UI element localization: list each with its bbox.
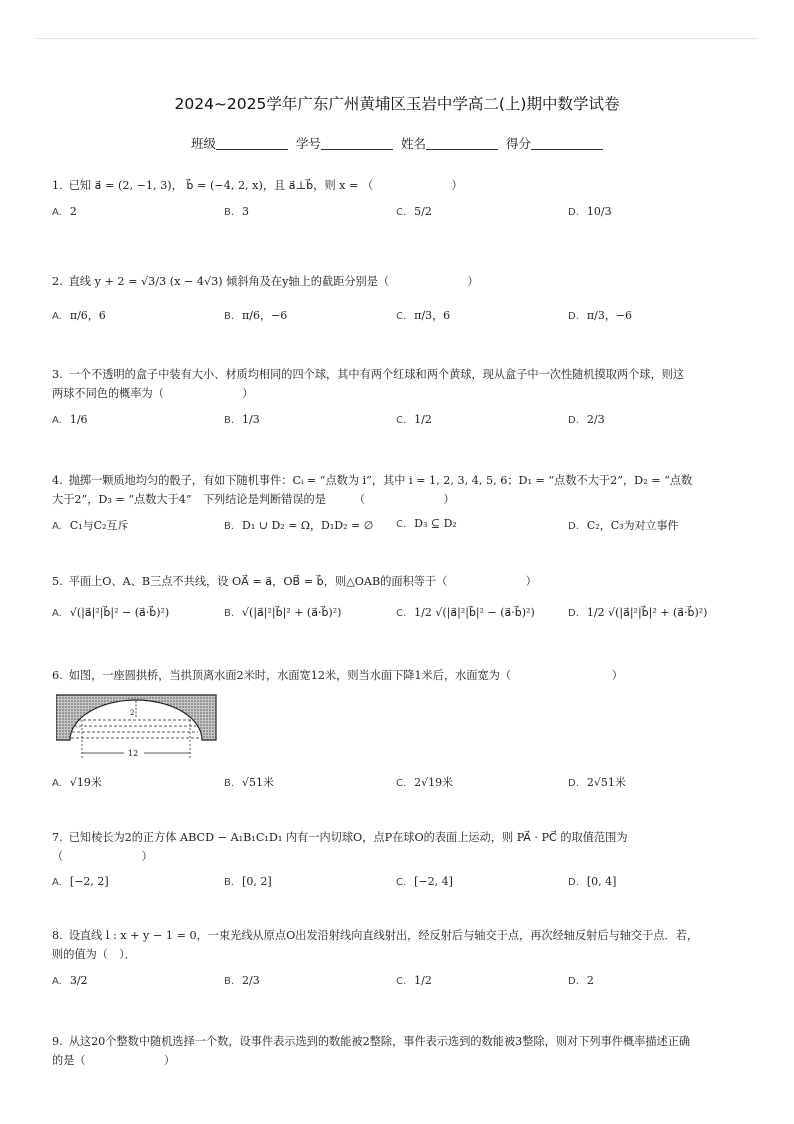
q3-option-d[interactable]: D. 2/3	[568, 413, 605, 426]
question-4-line1: 抛掷一颗质地均匀的骰子，有如下随机事件：Cᵢ = “点数为 i”，其中 i = 1, 2, 3, 4, 5, 6；D₁ = “点数不大于2”，D₂ = “点数	[68, 474, 693, 487]
q6-option-c[interactable]: C. 2√19米	[396, 776, 454, 789]
question-1-text: 已知 a⃗ = (2, −1, 3)， b⃗ = (−4, 2, x)，且 a⃗⊥b⃗，则 x = （ ）	[68, 179, 463, 192]
q5-option-c[interactable]: C. 1/2 √(|a⃗|²|b⃗|² − (a⃗·b⃗)²)	[396, 606, 535, 619]
q3-option-b[interactable]: B. 1/3	[224, 413, 260, 426]
name-label: 姓名	[400, 136, 426, 151]
q8-option-b[interactable]: B. 2/3	[224, 974, 260, 987]
name-blank[interactable]	[426, 149, 498, 150]
q7-option-d[interactable]: D. [0, 4]	[568, 875, 617, 888]
question-1: 1. 已知 a⃗ = (2, −1, 3)， b⃗ = (−4, 2, x)，且 a⃗⊥b⃗，则 x = （ ）	[52, 179, 463, 192]
question-4-line2: 大于2”，D₃ = “点数大于4” 下列结论是判断错误的是 （ ）	[52, 493, 455, 506]
class-label: 班级	[190, 136, 216, 151]
arch-bridge-figure	[56, 694, 218, 766]
q8-option-d[interactable]: D. 2	[568, 974, 594, 987]
q2-option-a[interactable]: A. π/6，6	[52, 309, 106, 322]
header-divider	[36, 38, 758, 39]
q1-option-d[interactable]: D. 10/3	[568, 205, 612, 218]
class-blank[interactable]	[216, 149, 288, 150]
q6-option-d[interactable]: D. 2√51米	[568, 776, 626, 789]
q7-option-c[interactable]: C. [−2, 4]	[396, 875, 453, 888]
question-3: 3. 一个不透明的盒子中装有大小、材质均相同的四个球，其中有两个红球和两个黄球，现从盒子中一次性随机摸取两个球，则这 两球不同色的概率为（ ）	[52, 365, 747, 403]
q1-option-c[interactable]: C. 5/2	[396, 205, 432, 218]
height-label: 2	[130, 709, 135, 717]
q7-option-b[interactable]: B. [0, 2]	[224, 875, 272, 888]
question-7-line1: 已知棱长为2的正方体 ABCD − A₁B₁C₁D₁ 内有一内切球O，点P在球O的表面上运动，则 PA⃗ · PC⃗ 的取值范围为	[68, 831, 628, 844]
q5-option-b[interactable]: B. √(|a⃗|²|b⃗|² + (a⃗·b⃗)²)	[224, 606, 342, 619]
q6-option-b[interactable]: B. √51米	[224, 776, 275, 789]
question-8: 8. 设直线 l : x + y − 1 = 0，一束光线从原点O出发沿射线向直线射出，经反射后与轴交于点，再次经轴反射后与轴交于点．若， 则的值为（ ）．	[52, 926, 747, 964]
score-blank[interactable]	[531, 149, 603, 150]
id-blank[interactable]	[321, 149, 393, 150]
question-9: 9. 从这20个整数中随机选择一个数，设事件表示选到的数能被2整除，事件表示选到的数能被3整除，则对下列事件概率描述正确 的是（ ）	[52, 1032, 747, 1070]
q2-option-d[interactable]: D. π/3，−6	[568, 309, 633, 322]
q8-option-c[interactable]: C. 1/2	[396, 974, 432, 987]
question-4: 4. 抛掷一颗质地均匀的骰子，有如下随机事件：Cᵢ = “点数为 i”，其中 i = 1, 2, 3, 4, 5, 6；D₁ = “点数不大于2”，D₂ = “点数 大于2”，D₃ = “点数大于4” 下列结论是判断错误的是 （ ）	[52, 471, 747, 509]
student-info-line	[0, 134, 794, 152]
question-5-text: 平面上O、A、B三点不共线，设 OA⃗ = a⃗，OB⃗ = b⃗，则△OAB的面积等于（ ）	[68, 575, 537, 588]
q1-option-a[interactable]: A. 2	[52, 205, 77, 218]
q8-option-a[interactable]: A. 3/2	[52, 974, 88, 987]
question-6: 6. 如图，一座圆拱桥，当拱顶离水面2米时，水面宽12米，则当水面下降1米后，水面宽为（ ）	[52, 669, 623, 682]
question-8-line1: 设直线 l : x + y − 1 = 0，一束光线从原点O出发沿射线向直线射出，经反射后与轴交于点，再次经轴反射后与轴交于点．若，	[68, 929, 699, 942]
question-2-text: 直线 y + 2 = √3/3 (x − 4√3) 倾斜角及在y轴上的截距分别是（ ）	[68, 275, 479, 288]
id-label: 学号	[295, 136, 321, 151]
q3-option-c[interactable]: C. 1/2	[396, 413, 432, 426]
q1-option-b[interactable]: B. 3	[224, 205, 250, 218]
question-5: 5. 平面上O、A、B三点不共线，设 OA⃗ = a⃗，OB⃗ = b⃗，则△OAB的面积等于（ ）	[52, 575, 537, 588]
question-7: 7. 已知棱长为2的正方体 ABCD − A₁B₁C₁D₁ 内有一内切球O，点P在球O的表面上运动，则 PA⃗ · PC⃗ 的取值范围为 （ ）	[52, 828, 747, 866]
q7-option-a[interactable]: A. [−2, 2]	[52, 875, 109, 888]
q4-option-c[interactable]: C. D₃ ⊆ D₂	[396, 517, 457, 530]
q5-option-a[interactable]: A. √(|a⃗|²|b⃗|² − (a⃗·b⃗)²)	[52, 606, 170, 619]
score-label: 得分	[505, 136, 531, 151]
question-7-line2: （ ）	[52, 850, 153, 863]
question-6-text: 如图，一座圆拱桥，当拱顶离水面2米时，水面宽12米，则当水面下降1米后，水面宽为（ ）	[68, 669, 623, 682]
question-9-line1: 从这20个整数中随机选择一个数，设事件表示选到的数能被2整除，事件表示选到的数能被3整除，则对下列事件概率描述正确	[68, 1035, 691, 1048]
q2-option-c[interactable]: C. π/3，6	[396, 309, 451, 322]
q5-option-d[interactable]: D. 1/2 √(|a⃗|²|b⃗|² + (a⃗·b⃗)²)	[568, 606, 708, 619]
q6-option-a[interactable]: A. √19米	[52, 776, 102, 789]
q4-option-b[interactable]: B. D₁ ∪ D₂ = Ω，D₁D₂ = ∅	[224, 519, 374, 532]
question-3-line1: 一个不透明的盒子中装有大小、材质均相同的四个球，其中有两个红球和两个黄球，现从盒子中一次性随机摸取两个球，则这	[68, 368, 685, 381]
page-title: 2024~2025学年广东广州黄埔区玉岩中学高二(上)期中数学试卷	[174, 95, 620, 113]
question-2: 2. 直线 y + 2 = √3/3 (x − 4√3) 倾斜角及在y轴上的截距分别是（ ）	[52, 275, 479, 288]
question-8-line2: 则的值为（ ）．	[52, 948, 136, 961]
q2-option-b[interactable]: B. π/6，−6	[224, 309, 288, 322]
q4-option-d[interactable]: D. C₂，C₃为对立事件	[568, 519, 679, 532]
question-3-line2: 两球不同色的概率为（ ）	[52, 387, 254, 400]
q3-option-a[interactable]: A. 1/6	[52, 413, 88, 426]
q4-option-a[interactable]: A. C₁与C₂互斥	[52, 519, 129, 532]
width-label: 12	[128, 749, 139, 758]
question-9-line2: 的是（ ）	[52, 1054, 176, 1067]
